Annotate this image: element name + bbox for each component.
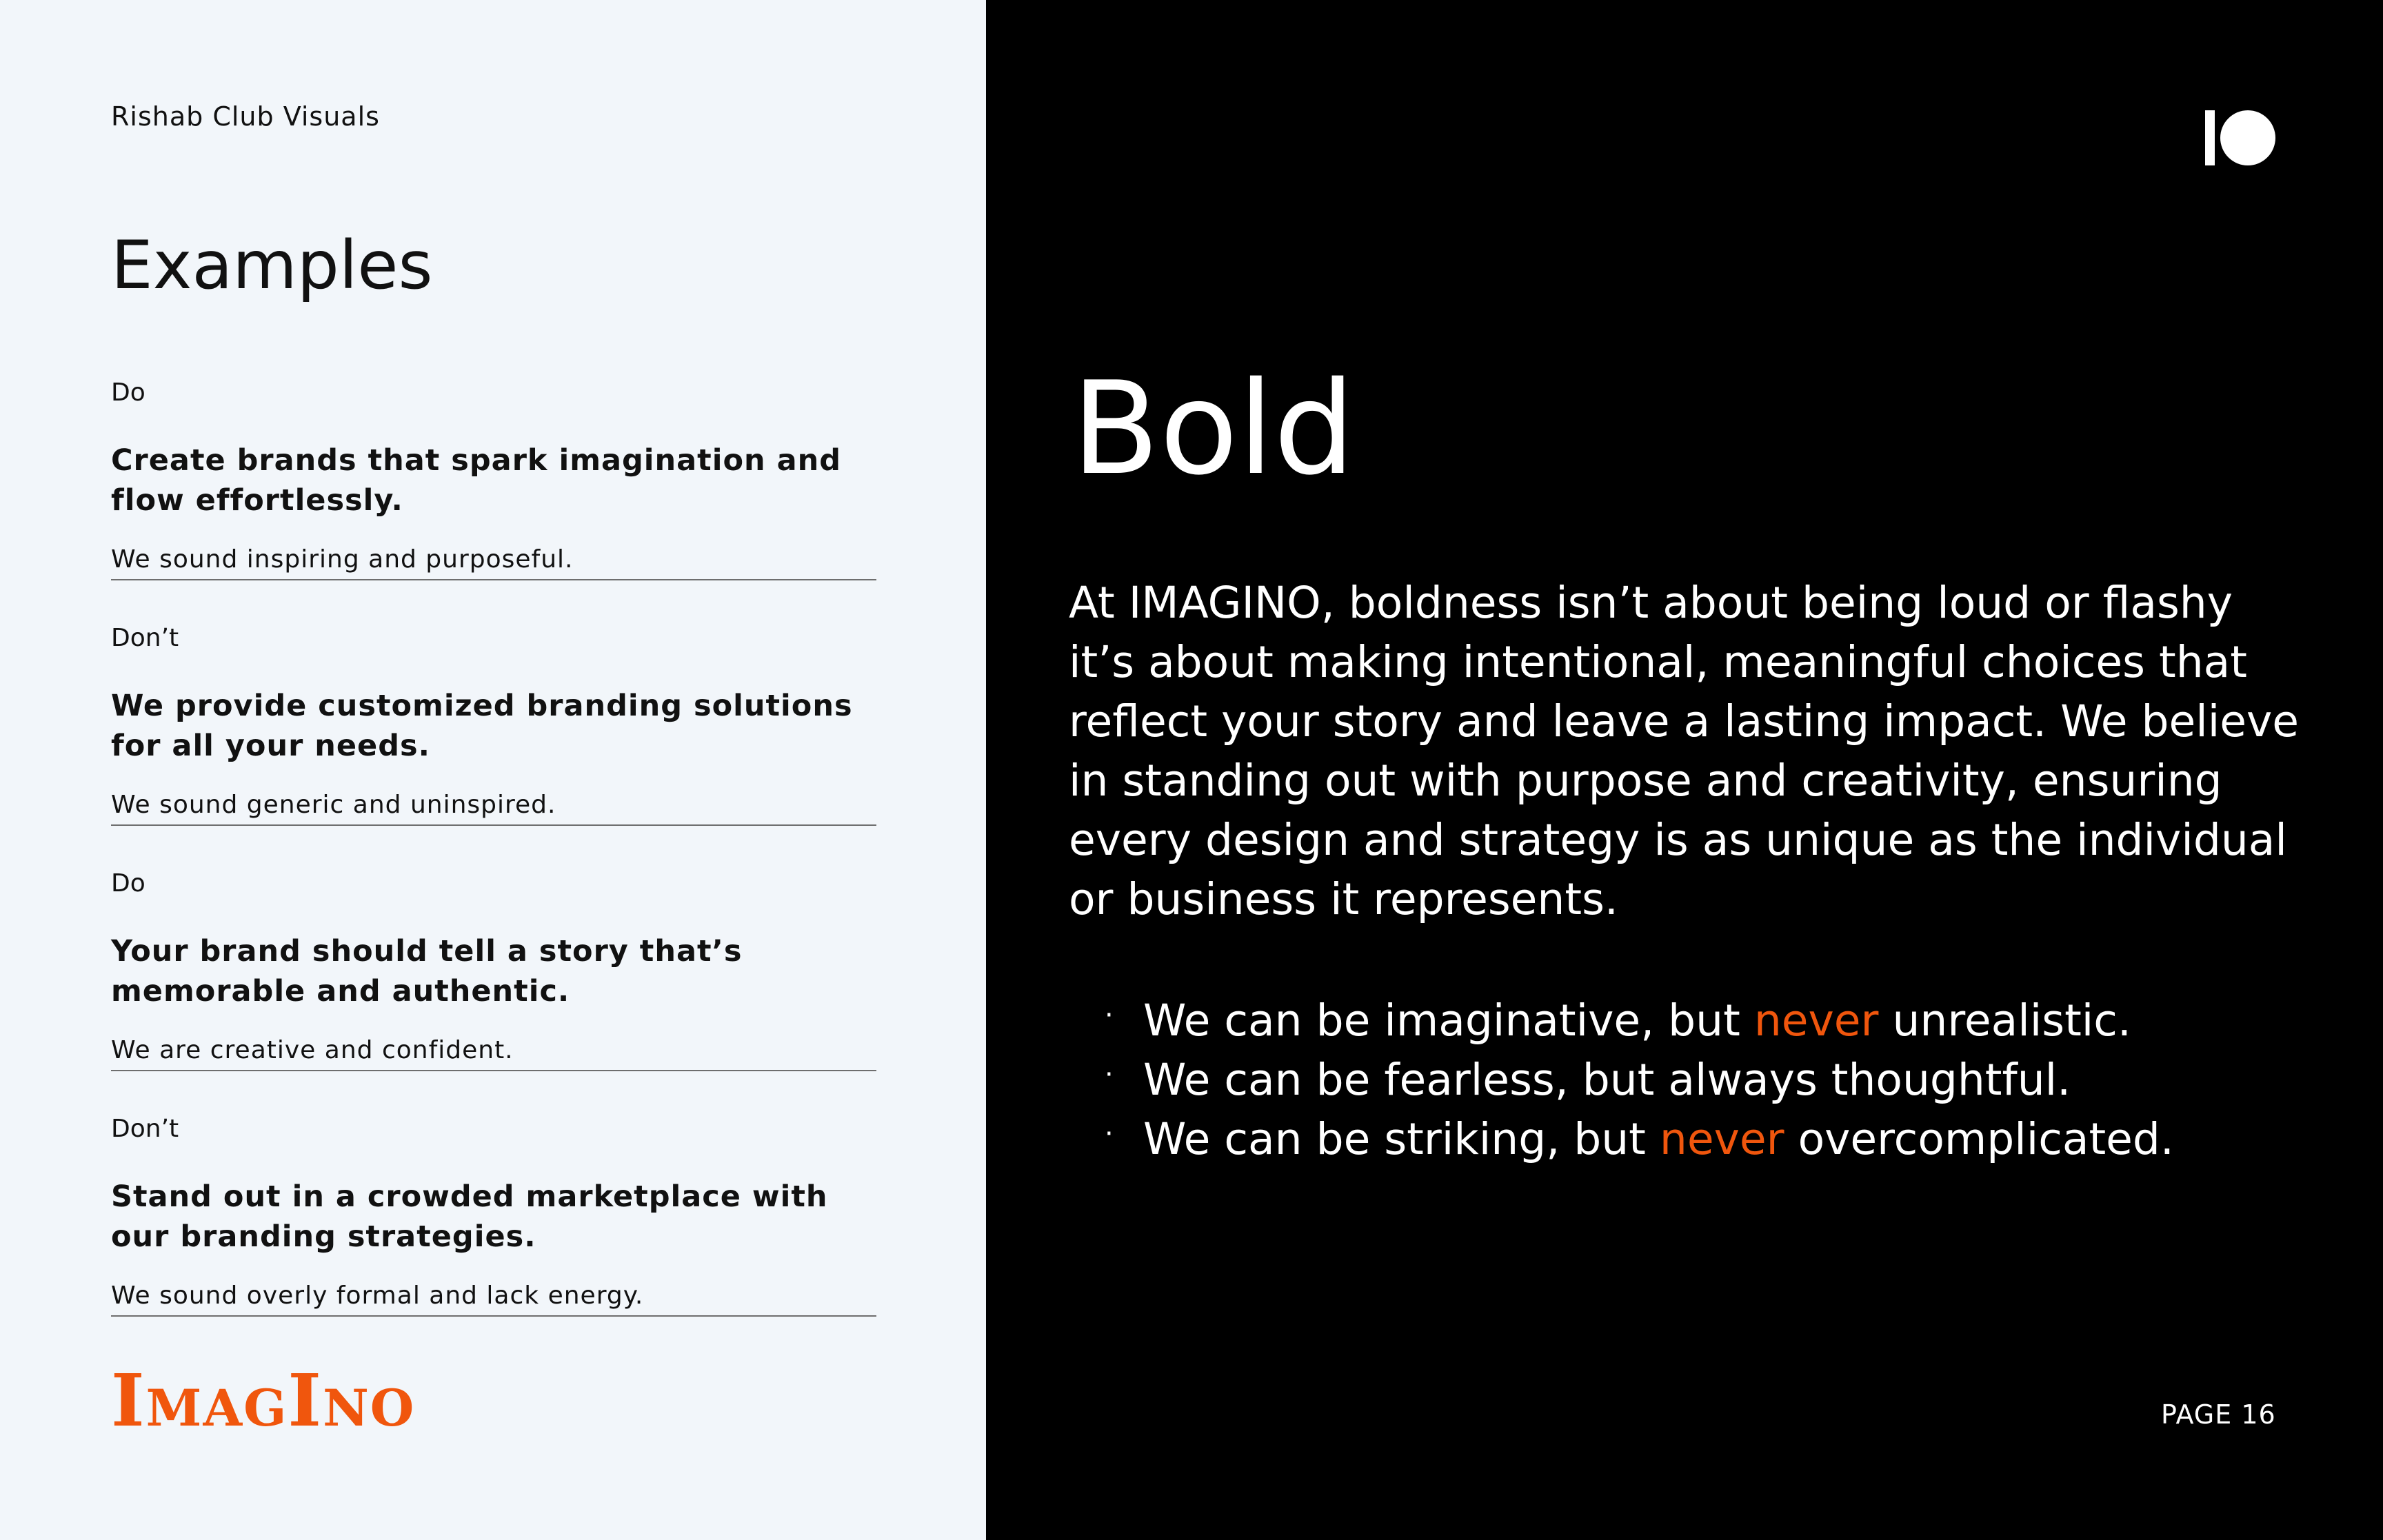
principle-bullets	[1069, 991, 2303, 1169]
example-statement: Create brands that spark imagination and flow effortlessly.	[111, 443, 842, 518]
bullet-text: unrealistic.	[1878, 995, 2131, 1046]
bullet-text: We can be striking, but	[1143, 1114, 1660, 1164]
bullet-dot-icon: ·	[1105, 1059, 1114, 1091]
left-panel	[0, 0, 986, 1540]
io-mark-icon	[2205, 110, 2274, 165]
bullet-dot-icon: ·	[1105, 1000, 1114, 1031]
example-card	[111, 869, 876, 1071]
example-statement: Stand out in a crowded marketplace with our branding strategies.	[111, 1179, 828, 1255]
example-card	[111, 1114, 876, 1317]
example-note: We sound inspiring and purposeful.	[111, 545, 876, 580]
bullet-text: overcomplicated.	[1784, 1114, 2174, 1164]
page-number: PAGE 16	[2161, 1399, 2276, 1430]
bullet-text: We can be imaginative, but	[1143, 995, 1754, 1046]
brand-name: Rishab Club Visuals	[111, 101, 380, 132]
mark-dot	[2220, 110, 2275, 165]
example-note: We sound overly formal and lack energy.	[111, 1281, 876, 1317]
example-card	[111, 378, 876, 580]
example-label: Do	[111, 378, 145, 407]
principle-title: Bold	[1072, 354, 1356, 503]
mark-bar	[2205, 110, 2215, 165]
imagino-logo: ImagIno	[111, 1358, 416, 1443]
bullet-highlight: never	[1659, 1114, 1784, 1164]
principle-description: At IMAGINO, boldness isn’t about being loud or flashy it’s about making intentional, meaningful choices that reflect your story and leave a lasting impact. We believe in standing out with purpose and creativity, ensuring every design and strategy is as unique as the individual or business it represents.	[1069, 578, 2300, 924]
bullet-item	[1069, 991, 2303, 1051]
example-statement: Your brand should tell a story that’s memorable and authentic.	[111, 934, 743, 1009]
bullet-item	[1069, 1110, 2303, 1169]
bullet-text: We can be fearless, but always thoughtful.	[1143, 1055, 2071, 1105]
example-label: Don’t	[111, 624, 179, 652]
example-card	[111, 623, 876, 826]
bullet-highlight: never	[1753, 995, 1879, 1046]
example-label: Don’t	[111, 1115, 179, 1143]
example-label: Do	[111, 869, 145, 898]
bullet-item	[1069, 1051, 2303, 1110]
bullet-dot-icon: ·	[1105, 1118, 1114, 1150]
example-note: We are creative and confident.	[111, 1036, 876, 1071]
section-title: Examples	[111, 227, 433, 304]
example-note: We sound generic and uninspired.	[111, 791, 876, 826]
example-statement: We provide customized branding solutions for all your needs.	[111, 689, 853, 764]
